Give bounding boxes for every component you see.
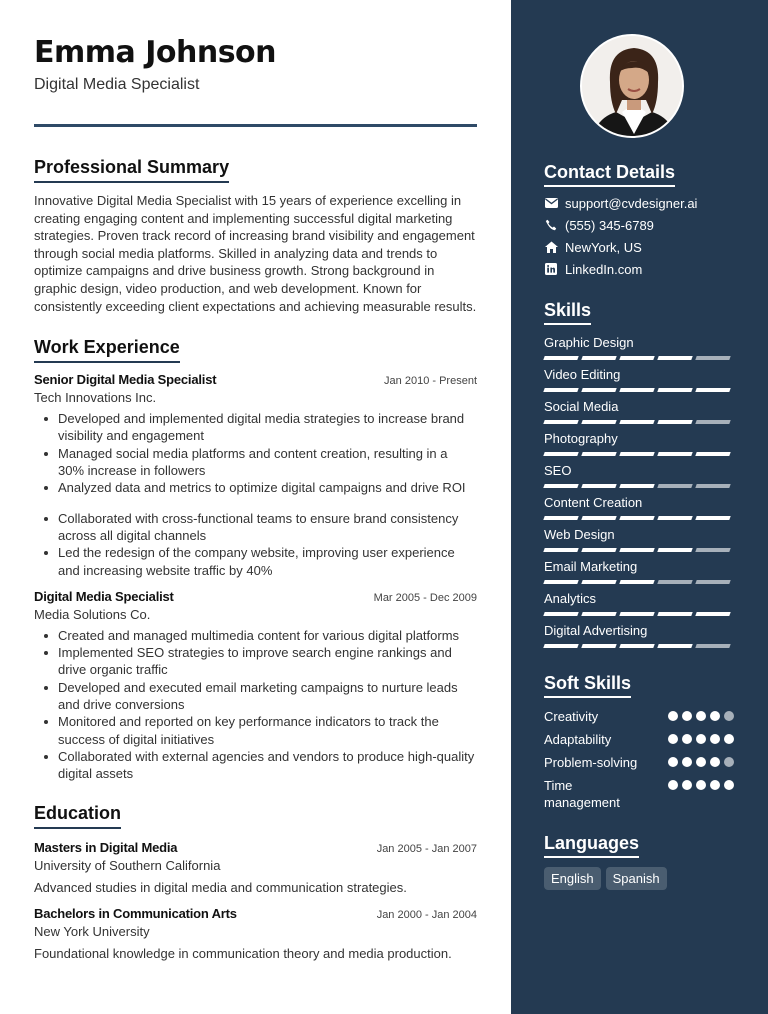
skill-item [544,397,734,429]
education-entry [34,840,477,895]
profile-photo [580,34,684,138]
bullet-item: Managed social media platforms and content creation, resulting in a 30% increase in followers [34,445,477,480]
skill-level-segment [581,356,616,360]
skill-level-segment [543,580,578,584]
phone-icon [544,218,558,232]
education-description: Advanced studies in digital media and communication strategies. [34,879,407,895]
skill-item [544,493,734,525]
skill-item [544,365,734,397]
skill-item [544,333,734,365]
job-bullets [34,627,477,783]
skill-level-segment [543,452,578,456]
linkedin-icon [544,262,558,276]
education-date: Jan 2000 - Jan 2004 [376,908,477,921]
skill-level-segment [695,356,730,360]
company-name: Media Solutions Co. [34,606,151,622]
rating-dot [724,780,734,790]
home-icon [544,240,558,254]
skill-level-segment [657,388,692,392]
skill-name: Social Media [544,399,619,414]
soft-skill-name: Adaptability [544,732,612,747]
phone-text: (555) 345-6789 [565,217,654,233]
skill-level-segment [695,644,730,648]
skill-level-segment [619,644,654,648]
skill-name: Email Marketing [544,559,638,574]
bullet-item: Analyzed data and metrics to optimize digital campaigns and drive ROI [34,479,477,496]
skill-name: Photography [544,431,618,446]
skill-name: Analytics [544,591,597,606]
skill-level-segment [695,548,730,552]
rating-dot [682,780,692,790]
rating-dot [710,757,720,767]
education-section [34,803,477,961]
skill-name: Graphic Design [544,335,634,350]
rating-dot [668,711,678,721]
skill-level-segment [543,388,578,392]
skill-level-bar [544,644,734,648]
skill-level-bar [544,548,734,552]
email-text: support@cvdesigner.ai [565,195,698,211]
skill-level-segment [581,580,616,584]
skill-level-segment [695,612,730,616]
school-name: New York University [34,923,150,939]
soft-skill-name: Time management [544,778,620,810]
skill-level-segment [581,612,616,616]
envelope-icon [544,196,558,210]
contact-email[interactable] [544,195,734,211]
rating-dot [682,734,692,744]
skill-level-segment [543,548,578,552]
skill-item [544,461,734,493]
soft-skill-item [544,754,734,771]
soft-skill-item [544,777,734,811]
skill-level-segment [543,356,578,360]
job-date: Mar 2005 - Dec 2009 [373,591,477,604]
language-chip: English [544,867,601,890]
skill-level-segment [695,516,730,520]
skill-level-segment [695,452,730,456]
languages-list [544,867,734,890]
skill-level-segment [657,516,692,520]
skill-level-segment [657,548,692,552]
skill-level-bar [544,388,734,392]
soft-skill-rating [668,757,734,767]
skill-level-segment [581,484,616,488]
skill-level-segment [543,516,578,520]
soft-skill-item [544,708,734,725]
skill-level-segment [619,484,654,488]
language-chip: Spanish [606,867,667,890]
bullet-item: Developed and implemented digital media strategies to increase brand visibility and engagement [34,410,477,445]
rating-dot [668,757,678,767]
skills-heading: Skills [544,300,591,325]
skill-level-bar [544,420,734,424]
skill-level-segment [619,612,654,616]
bullet-item: Implemented SEO strategies to improve search engine rankings and drive organic traffic [34,644,477,679]
rating-dot [696,734,706,744]
skill-item [544,525,734,557]
rating-dot [682,711,692,721]
summary-heading: Professional Summary [34,157,229,183]
contact-phone[interactable] [544,217,734,233]
bullet-item: Created and managed multimedia content for various digital platforms [34,627,477,644]
rating-dot [724,734,734,744]
rating-dot [668,734,678,744]
job-title: Senior Digital Media Specialist [34,372,217,388]
skills-list [544,333,734,653]
bullet-item: Collaborated with cross-functional teams to ensure brand consistency across all digital channels [34,510,477,545]
soft-skill-item [544,731,734,748]
skill-level-segment [657,484,692,488]
contact-location [544,239,734,255]
skill-level-segment [619,516,654,520]
skill-level-segment [695,420,730,424]
contact-heading: Contact Details [544,162,675,187]
candidate-name: Emma Johnson [34,35,277,70]
skill-level-segment [695,484,730,488]
education-description: Foundational knowledge in communication theory and media production. [34,945,452,961]
company-name: Tech Innovations Inc. [34,390,157,406]
skill-level-bar [544,580,734,584]
languages-section [544,833,734,890]
soft-skills-section [544,673,734,811]
bullet-item: Monitored and reported on key performance indicators to track the success of digital initiatives [34,713,477,748]
skill-level-segment [543,644,578,648]
languages-heading: Languages [544,833,639,858]
rating-dot [710,711,720,721]
skill-level-bar [544,612,734,616]
skill-level-segment [581,644,616,648]
education-entry [34,906,477,961]
skill-name: Content Creation [544,495,643,510]
rating-dot [668,780,678,790]
skill-level-segment [657,452,692,456]
skill-level-segment [619,580,654,584]
contact-linkedin[interactable] [544,261,734,277]
rating-dot [682,757,692,767]
skill-level-bar [544,516,734,520]
skill-level-segment [657,420,692,424]
soft-skill-rating [668,734,734,744]
skill-name: Video Editing [544,367,621,382]
education-date: Jan 2005 - Jan 2007 [376,842,477,855]
skill-level-segment [543,420,578,424]
skills-section [544,300,734,653]
soft-skill-rating [668,711,734,721]
soft-skill-name: Problem-solving [544,755,638,770]
skill-item [544,557,734,589]
summary-text: Innovative Digital Media Specialist with 15 years of experience excelling in creating engaging content and implementing successful digital marketing strategies. Proven track record of increasing brand visibility and engagement through social media platforms. Skilled in analyzing data and trends to optimize campaigns and drive business growth. Strong background in graphic design, video production, and web development. Known for consistently exceeding client expectations and achieving measurable results. [34,193,477,314]
header-divider [34,124,477,127]
job-title: Digital Media Specialist [34,588,174,604]
skill-level-bar [544,452,734,456]
experience-section [34,337,477,782]
skill-level-segment [581,548,616,552]
skill-item [544,589,734,621]
candidate-role: Digital Media Specialist [34,76,200,93]
degree-title: Masters in Digital Media [34,839,178,855]
skill-item [544,429,734,461]
skill-level-segment [581,388,616,392]
job-bullets [34,410,477,579]
skill-level-segment [657,580,692,584]
skill-level-segment [581,516,616,520]
skill-level-segment [695,580,730,584]
contact-section [544,162,734,277]
skill-level-segment [657,644,692,648]
bullet-item: Developed and executed email marketing campaigns to nurture leads and drive conversions [34,679,477,714]
skill-item [544,621,734,653]
location-text: NewYork, US [565,239,642,255]
linkedin-text: LinkedIn.com [565,261,643,277]
soft-skill-name: Creativity [544,709,599,724]
skill-level-segment [619,356,654,360]
skill-level-segment [543,612,578,616]
skill-level-segment [619,452,654,456]
skill-name: Digital Advertising [544,623,648,638]
skill-level-segment [657,356,692,360]
skill-level-bar [544,356,734,360]
job-entry [34,372,477,579]
skill-level-segment [581,420,616,424]
skill-level-segment [619,420,654,424]
skill-level-bar [544,484,734,488]
rating-dot [696,711,706,721]
rating-dot [710,780,720,790]
education-heading: Education [34,803,121,829]
skill-level-segment [695,388,730,392]
bullet-item: Led the redesign of the company website, improving user experience and increasing website traffic by 40% [34,544,477,579]
rating-dot [696,780,706,790]
degree-title: Bachelors in Communication Arts [34,905,237,921]
experience-heading: Work Experience [34,337,180,363]
school-name: University of Southern California [34,857,221,873]
summary-section [34,157,477,315]
sidebar [511,0,768,1014]
rating-dot [710,734,720,744]
soft-skill-rating [668,780,734,790]
bullet-item: Collaborated with external agencies and vendors to produce high-quality digital assets [34,748,477,783]
job-entry [34,589,477,783]
skill-level-segment [619,388,654,392]
job-date: Jan 2010 - Present [384,375,477,388]
skill-level-segment [619,548,654,552]
rating-dot [724,711,734,721]
rating-dot [724,757,734,767]
skill-level-segment [543,484,578,488]
skill-level-segment [581,452,616,456]
soft-skills-list [544,708,734,811]
skill-name: SEO [544,463,572,478]
skill-level-segment [657,612,692,616]
skill-name: Web Design [544,527,615,542]
rating-dot [696,757,706,767]
soft-skills-heading: Soft Skills [544,673,631,698]
